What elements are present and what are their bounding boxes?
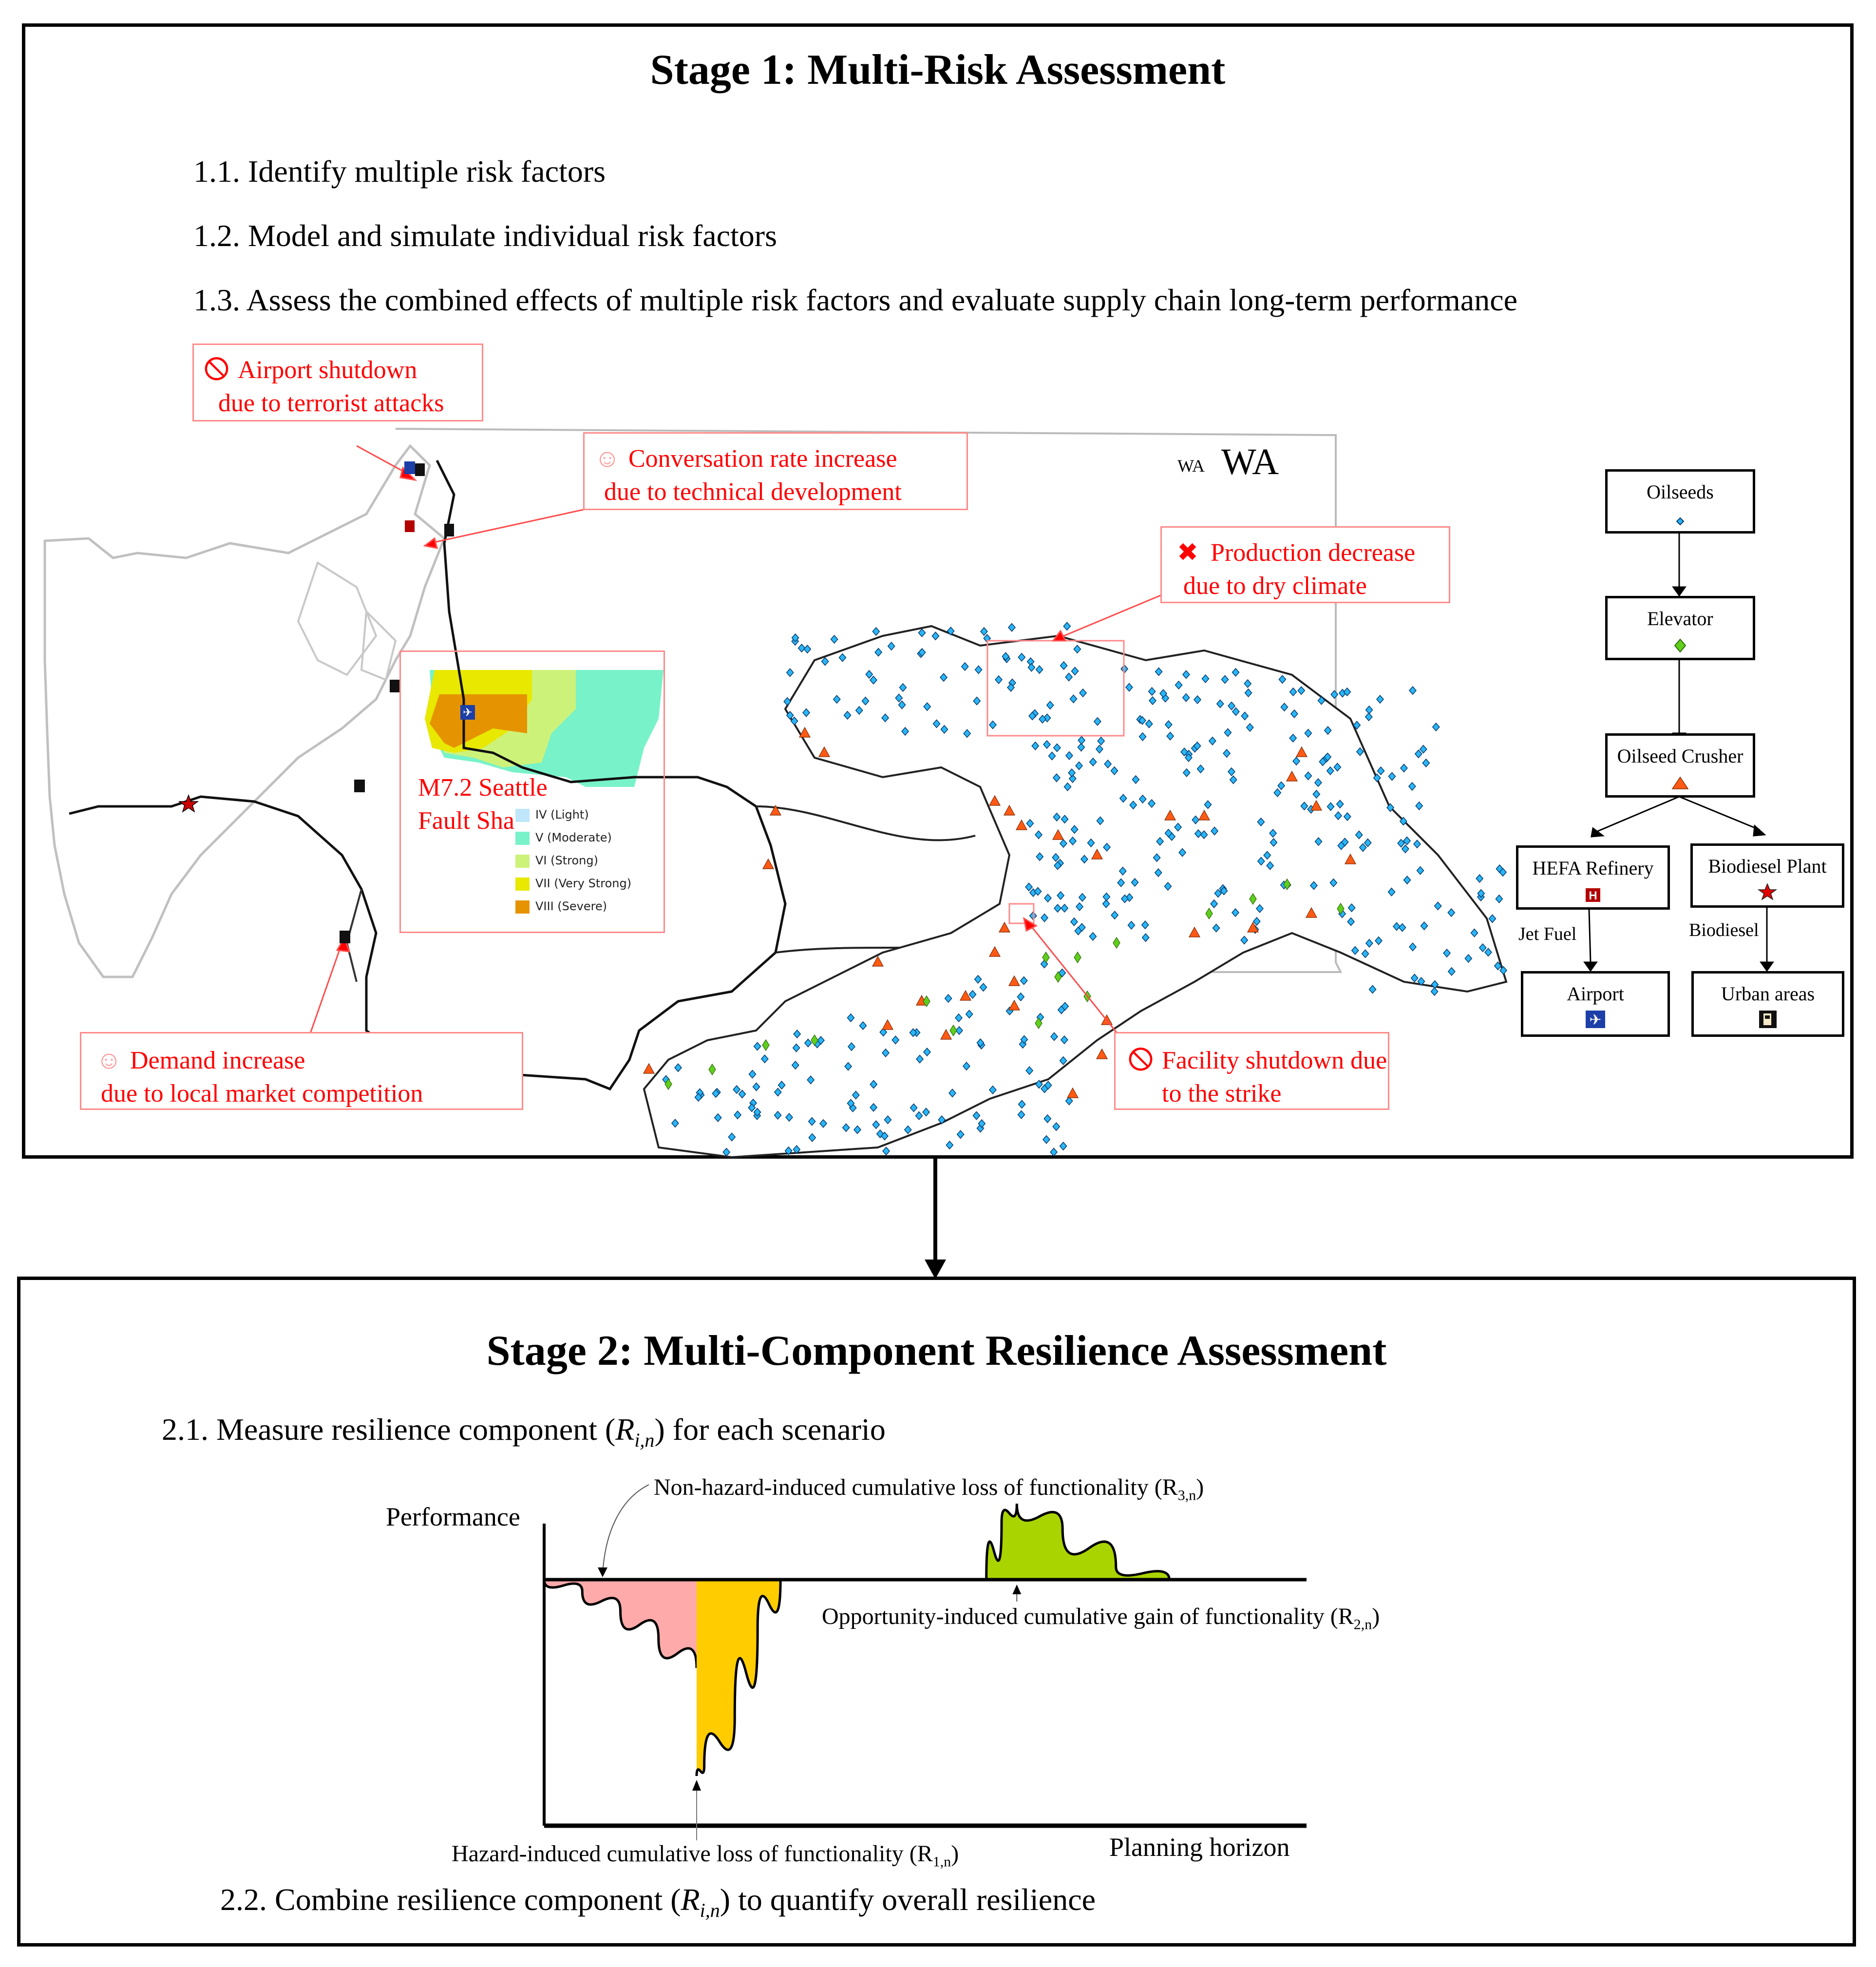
- stage1-step-1: 1.1. Identify multiple risk factors: [193, 154, 606, 189]
- edge-label-jet-fuel: Jet Fuel: [1518, 924, 1577, 944]
- legend-item-viii: VIII (Severe): [515, 899, 607, 914]
- green-diamond-icon: [1608, 635, 1753, 656]
- earthquake-title-line2: Fault Sha: [418, 807, 514, 835]
- stage1-panel: [22, 23, 1854, 1159]
- callout-conversion-rate: ☺ Conversation rate increase due to technical development: [583, 432, 968, 510]
- callout-production-decrease: ✖ Production decrease due to dry climate: [1160, 526, 1450, 603]
- smiley-icon: ☺: [594, 445, 621, 473]
- pointer-r1-head: [692, 1780, 701, 1791]
- svg-text:✈: ✈: [462, 707, 473, 719]
- stage2-step-2: 2.2. Combine resilience component $(R_{i,n})$ to quantify overall resilience: [220, 1882, 1096, 1921]
- y-axis-label: Performance: [386, 1502, 520, 1531]
- fuel-pump-icon: [1694, 1010, 1842, 1031]
- annotation-r3: Non-hazard-induced cumulative loss of functionality $(R_{3,n})$: [654, 1474, 1204, 1504]
- flow-node-oilseed-crusher: Oilseed Crusher: [1605, 733, 1755, 798]
- legend-item-iv: IV (Light): [515, 808, 589, 822]
- earthquake-title-line1: M7.2 Seattle: [418, 774, 548, 802]
- airplane-icon: [1523, 1010, 1668, 1031]
- stage1-step-3: 1.3. Assess the combined effects of multiple risk factors and evaluate supply chain long-term performance: [193, 283, 1517, 317]
- flow-node-elevator: Elevator: [1605, 596, 1755, 660]
- edge-label-biodiesel: Biodiesel: [1689, 920, 1759, 940]
- smiley-icon: ☺: [96, 1047, 122, 1074]
- cross-icon: ✖: [1177, 539, 1198, 567]
- svg-text:✈: ✈: [1589, 1012, 1602, 1029]
- stage2-step-1: 2.1. Measure resilience component $(R_{i,n})$ for each scenario: [162, 1412, 886, 1451]
- stage1-title: Stage 1: Multi-Risk Assessment: [650, 46, 1226, 94]
- prohibited-icon: 🛇: [1128, 1047, 1154, 1074]
- legend-item-vi: VI (Strong): [515, 854, 598, 868]
- pointer-r3-head: [598, 1567, 607, 1577]
- callout-demand-increase: ☺ Demand increase due to local market competition: [80, 1032, 523, 1110]
- stage1-step-2: 1.2. Model and simulate individual risk factors: [193, 218, 777, 253]
- h-refinery-icon: [1518, 884, 1668, 906]
- stage2-panel: [17, 1277, 1856, 1947]
- pointer-r2-head: [1012, 1585, 1021, 1594]
- state-label-small: WA: [1177, 456, 1205, 476]
- legend-item-vii: VII (Very Strong): [515, 877, 631, 891]
- flow-node-airport: Airport ✈: [1521, 971, 1670, 1037]
- annotation-r2: Opportunity-induced cumulative gain of functionality $(R_{2,n})$: [822, 1604, 1380, 1633]
- legend-item-v: V (Moderate): [515, 831, 612, 845]
- area-r1-hazard-loss: [697, 1580, 780, 1776]
- flow-node-oilseeds: Oilseeds: [1605, 469, 1755, 534]
- callout-facility-shutdown: 🛇 Facility shutdown due to the strike: [1114, 1032, 1389, 1110]
- flow-node-urban-areas: Urban areas: [1691, 971, 1844, 1037]
- red-star-icon: [1693, 882, 1842, 904]
- state-label-large: WA: [1221, 441, 1279, 482]
- callout-airport-shutdown: 🛇 Airport shutdown due to terrorist attacks: [192, 344, 483, 421]
- prohibited-icon: 🛇: [204, 356, 230, 384]
- orange-triangle-icon: [1608, 772, 1753, 794]
- flow-node-biodiesel-plant: Biodiesel Plant: [1690, 843, 1844, 908]
- flow-node-hefa-refinery: HEFA Refinery H: [1516, 845, 1670, 910]
- x-axis-label: Planning horizon: [1109, 1833, 1290, 1862]
- stage2-title: Stage 2: Multi-Component Resilience Assessment: [486, 1327, 1387, 1375]
- small-blue-diamond-icon: [1608, 508, 1753, 530]
- pointer-r3: [603, 1485, 649, 1574]
- annotation-r1: Hazard-induced cumulative loss of functionality $(R_{1,n})$: [452, 1841, 959, 1870]
- svg-text:H: H: [1589, 889, 1597, 902]
